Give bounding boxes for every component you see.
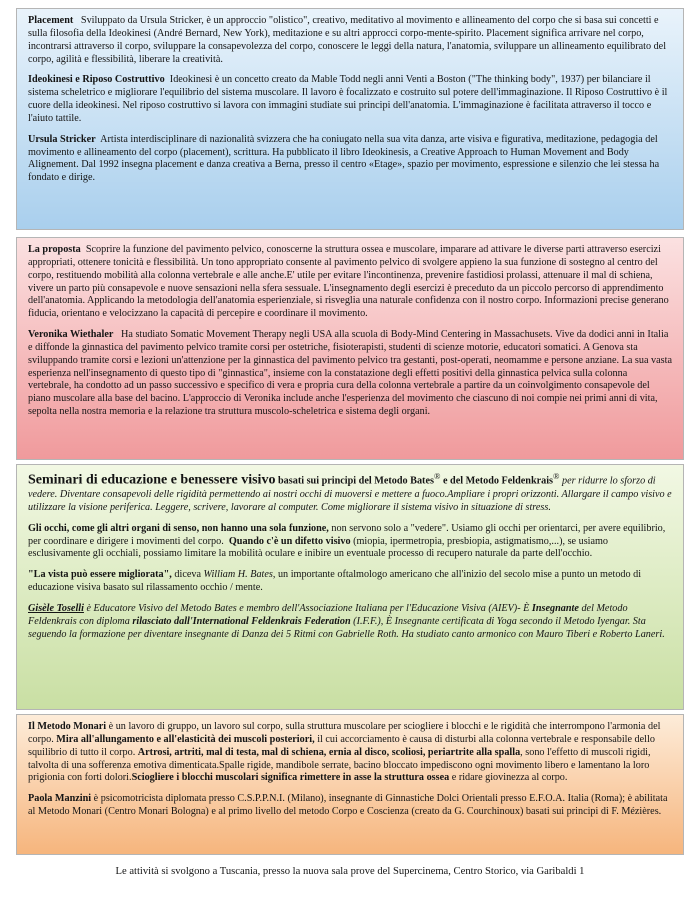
vista-text-1: diceva	[174, 569, 201, 581]
proposta-paragraph	[28, 244, 672, 321]
occhi-text-2: (miopia, ipermetropia, presbiopia, astigmatismo,...), se usiamo esclusivamente gli occhiali, possiamo limitare la mobilità oculare e inibire un eventuale processo di recupero naturale da parte dell'occhio.	[28, 535, 609, 560]
occhi-text-1: non servono solo a "vedere". Usiamo gli occhi per orientarci, per avere equilibrio, per coordinare e dirigere i movimenti del corpo.	[28, 522, 666, 547]
pelvic-floor-section	[16, 237, 684, 460]
veronika-text: Ha studiato Somatic Movement Therapy negli USA alla scuola di Body-Mind Centering in Massachusets. Vive da dodici anni in Italia e diffonde la ginnastica del pavimento pelvico tramite corsi per ostetriche, fisioterapisti, studenti di scienze motorie, educatori somatici. A Genova sta sviluppando tramite corsi e lezioni un'attenzione per la ginnastica del pavimento pelvico tra gestanti, post-operati, neomamme e persone anziane. La sua vasta esperienza nell'insegnamento di questo tipo di "ginnastica", insieme con la constatazione degli effetti positivi della ginnastica pelvica sulla colonna vertebrale, ha condotto ad un passo successivo e specifico di vera e propria cura della colonna vertebrale a partire da un coinvolgimento consapevole del piano muscolare alla base del bacino. L'approccio di Veronika include anche l'esperienza del movimento che ciascuno di noi compie nei primi anni di vita, sepolta nella nostra memoria e la relazione tra struttura muscolo-scheletrica e sistema degli organi.	[28, 329, 672, 418]
footer-location: Le attività si svolgono a Tuscania, presso la nuova sala prove del Supercinema, Centro Storico, via Garibaldi 1	[115, 866, 585, 877]
paola-paragraph	[28, 793, 672, 819]
proposta-text: Scoprire la funzione del pavimento pelvico, conoscerne la struttura ossea e muscolare, imparare ad attivare le diverse parti attraverso esercizi appropriati, ottenere tonicità e flessibilità. Un tono appropriato consente al pavimento pelvico di svolgere appieno la sua funzione di sostegno al centro del corpo, restituendo mobilità alla colonna vertebrale e alle anche.E' utile per evitare l'incontinenza, prevenire fastidiosi prolassi, attenuare il mal di schiena, vivere un parto più consapevole e nuove sensazioni nella sfera sessuale. L'insegnamento degli esercizi è preceduto da un piccolo percorso di apprendimento dell'anatomia. Applicando la metodologia dell'anatomia esperienziale, si risveglia una naturale confidenza con il nostro corpo. Informazioni precise generano fiducia, orientano e velocizzano la capacità di percepire e coordinare il movimento.	[28, 244, 669, 320]
ursula-paragraph	[28, 134, 672, 185]
seminari-title-and: e del Metodo Feldenkrais	[442, 475, 554, 487]
placement-section	[16, 8, 684, 230]
gisele-name: Gisèle Toselli	[28, 602, 84, 614]
registered-mark-1: ®	[433, 471, 441, 481]
ideokinesi-text: Ideokinesi è un concetto creato da Mable Todd negli anni Venti a Boston ("The thinking body", 1937) per bilanciare il sistema scheletrico e migliorare l'equilibrio del sistema muscolare. Il lavoro è focalizzato e costruito sul potere dell'immaginazione. Il Riposo Costruttivo è il cuore della ideokinesi. Nel riposo costruttivo si lavora con immagini studiate sui principi dell'anatomia. L'immaginazione è facilitata attraverso il tocco e l'aiuto tattile.	[28, 74, 668, 124]
monari-bold-3: Sciogliere i blocchi muscolari significa rimettere in asse la struttura ossea	[131, 772, 450, 784]
ideokinesi-paragraph	[28, 74, 672, 125]
vista-italic: William H. Bates	[203, 569, 273, 581]
vista-paragraph	[28, 569, 672, 595]
placement-paragraph	[28, 15, 672, 66]
gisele-text-1: è Educatore Visivo del Metodo Bates e membro dell'Associazione Italiana per l'Educazione Visiva (AIEV)- È	[86, 602, 530, 614]
registered-mark-2: ®	[553, 471, 560, 481]
seminari-title-rest: basati sui principi del Metodo Bates	[278, 475, 434, 487]
ideokinesi-title: Ideokinesi e Riposo Costruttivo	[28, 74, 165, 86]
monari-text-1: è un lavoro di gruppo, un lavoro sul corpo, sulla struttura muscolare per sciogliere i blocchi e le rigidità che interrompono l'armonia del corpo.	[28, 721, 661, 745]
monari-text-4: e ridare giovinezza al corpo.	[451, 772, 568, 784]
ursula-text: Artista interdisciplinare di nazionalità svizzera che ha coniugato nella sua vita danza, arte visiva e figurativa, meditazione, pedagogia del movimento e allineamento del corpo (placement), scrittura. Ha pubblicato il libro Ideokinesis, a Creative Approach to Human Movement and Body Alignement. Dal 1992 insegna placement e danza creativa a Berna, presso il centro «Etage», spazio per movimento, espressione e silenzio che lei stessa ha fondato e dirige.	[28, 133, 660, 184]
seminari-paragraph	[28, 471, 672, 515]
monari-bold-2: Artrosi, artriti, mal di testa, mal di schiena, ernia al disco, scoliosi, periartrite alla spalla	[137, 746, 521, 758]
vision-section	[16, 464, 684, 710]
monari-bold-1: Mira all'allungamento e all'elasticità dei muscoli posteriori,	[56, 733, 315, 745]
vista-text-2: , un importante oftalmologo americano che all'inizio del secolo mise a punto un metodo di educazione visiva basato sul rilassamento occhio / mente.	[28, 569, 642, 594]
veronika-title: Veronika Wiethaler	[28, 329, 114, 341]
monari-text-2: il cui accorciamento è causa di disturbi alla colonna vertebrale e responsabile dello squilibrio di tutto il corpo.	[28, 733, 655, 758]
gisele-text-3: (I.F.F.), È Insegnante certificata di Yoga secondo il Metodo Iyengar. Sta seguendo la formazione per diventare insegnante di Danza dei 5 Ritmi con Gabrielle Roth. Ha studiato canto armonico con Mauro Tiberi e Roberto Laneri.	[28, 615, 665, 640]
seminari-italic-text: per ridurre lo sforzo di vedere. Diventare consapevoli delle rigidità permettendo ai nostri occhi di muoversi e mettere a fuoco.Ampliare i propri orizzonti. Allargare il campo visivo e utilizzare la visione periferica. Leggere, scrivere, lavorare al computer. Come migliorare il sistema visivo in situazione di stress.	[28, 475, 672, 513]
monari-section	[16, 714, 684, 855]
placement-title: Placement	[28, 15, 74, 26]
vista-bold: "La vista può essere migliorata",	[28, 569, 172, 581]
ursula-title: Ursula Stricker	[28, 133, 96, 145]
proposta-title: La proposta	[28, 244, 81, 255]
monari-title: Il Metodo Monari	[28, 721, 107, 732]
paola-text: è psicomotricista diplomata presso C.S.P.P.N.I. (Milano), insegnante di Ginnastiche Dolci Orientali presso E.F.O.A. Italia (Roma); è abilitata al Metodo Monari (Centro Monari Bologna) e al primo livello del metodo Corpo e Coscienza (creato da G. Courchinoux) basati sui principi di F. Mézières.	[28, 793, 668, 818]
seminari-title: Seminari di educazione e benessere visivo	[28, 472, 276, 488]
veronika-paragraph	[28, 329, 672, 419]
placement-text: Sviluppato da Ursula Stricker, è un approccio "olistico", creativo, meditativo al movimento e allineamento del corpo che si basa sui concetti e sulla filosofia della Ideokinesi (André Bernard, New York), meditazione e su altri approcci corpo-mente-spirito. Placement significa arrivare nel corpo, incontrarsi attraverso il corpo, sviluppare la consapevolezza del corpo, conoscere le leggi della natura, l'anatomia, sviluppare un allineamento equilibrato del corpo, agilità e flessibilità, liberare la creatività.	[28, 15, 667, 65]
monari-paragraph	[28, 721, 672, 785]
gisele-bold-2: rilasciato dall'International Feldenkrais Federation	[132, 615, 351, 627]
paola-name: Paola Manzini	[28, 793, 92, 805]
occhi-bold-1: Gli occhi, come gli altri organi di senso, non hanno una sola funzione,	[28, 522, 329, 534]
monari-text-3: , sono l'effetto di muscoli rigidi, talvolta di una sofferenza emotiva dimenticata.Spalle rigide, mandibole serrate, bacino bloccato impediscono ogni movimento libero e lamentano la loro prigionia con forti dolori.	[28, 746, 651, 784]
occhi-bold-2: Quando c'è un difetto visivo	[228, 535, 351, 547]
occhi-paragraph	[28, 523, 672, 562]
gisele-text-2: del Metodo Feldenkrais con diploma	[28, 602, 628, 627]
gisele-paragraph	[28, 603, 672, 642]
gisele-bold-1: Insegnante	[531, 602, 579, 614]
